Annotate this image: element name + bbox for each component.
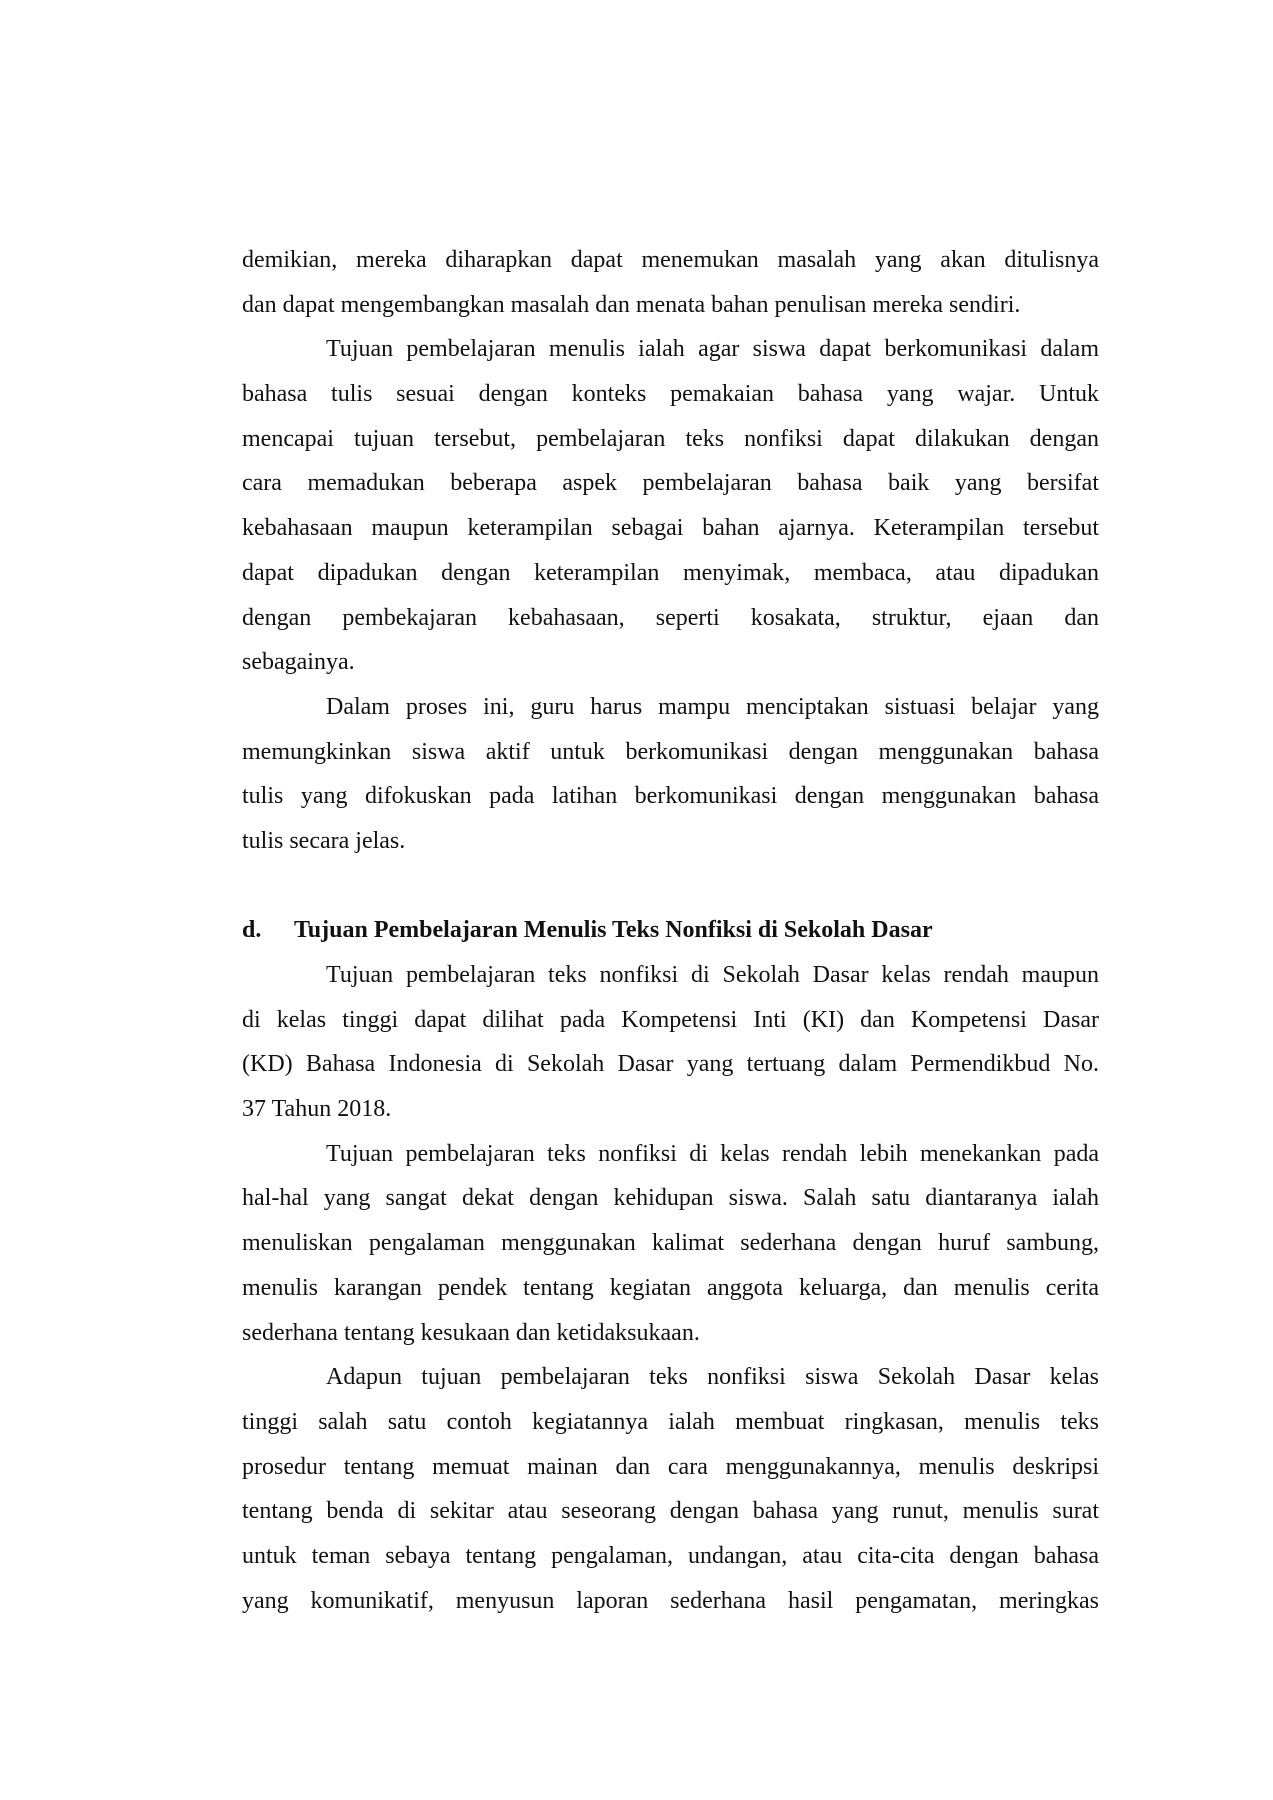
text-line: kebahasaan maupun keterampilan sebagai bahan ajarnya. Keterampilan tersebut	[242, 515, 1099, 542]
paragraph	[242, 1355, 1099, 1623]
text-line: Tujuan pembelajaran teks nonfiksi di kelas rendah lebih menekankan pada	[326, 1140, 1099, 1167]
text-line: demikian, mereka diharapkan dapat menemukan masalah yang akan ditulisnya	[242, 247, 1099, 273]
section-title: Tujuan Pembelajaran Menulis Teks Nonfiksi di Sekolah Dasar	[294, 917, 933, 944]
text-line: Tujuan pembelajaran menulis ialah agar siswa dapat berkomunikasi dalam	[326, 336, 1099, 363]
text-line: sederhana tentang kesukaan dan ketidaksukaan.	[242, 1319, 700, 1346]
text-line: menuliskan pengalaman menggunakan kalimat sederhana dengan huruf sambung,	[242, 1230, 1099, 1257]
text-line: memungkinkan siswa aktif untuk berkomunikasi dengan menggunakan bahasa	[242, 738, 1099, 765]
section-heading	[242, 908, 1099, 953]
text-line: Tujuan pembelajaran teks nonfiksi di Sekolah Dasar kelas rendah maupun	[326, 962, 1099, 988]
text-line: cara memadukan beberapa aspek pembelajaran bahasa baik yang bersifat	[242, 470, 1099, 497]
text-line: menulis karangan pendek tentang kegiatan anggota keluarga, dan menulis cerita	[242, 1274, 1099, 1301]
paragraph	[242, 238, 1099, 327]
section-number: d.	[242, 917, 262, 944]
text-line: dan dapat mengembangkan masalah dan menata bahan penulisan mereka sendiri.	[242, 291, 1021, 318]
text-line: di kelas tinggi dapat dilihat pada Kompetensi Inti (KI) dan Kompetensi Dasar	[242, 1006, 1099, 1033]
text-line: tulis secara jelas.	[242, 827, 406, 854]
text-line: tinggi salah satu contoh kegiatannya ialah membuat ringkasan, menulis teks	[242, 1408, 1099, 1435]
text-line: untuk teman sebaya tentang pengalaman, undangan, atau cita-cita dengan bahasa	[242, 1542, 1099, 1569]
paragraph	[242, 1132, 1099, 1355]
paragraph	[242, 327, 1099, 685]
text-line: Dalam proses ini, guru harus mampu menciptakan sistuasi belajar yang	[326, 693, 1099, 720]
text-line: dapat dipadukan dengan keterampilan menyimak, membaca, atau dipadukan	[242, 559, 1099, 586]
text-line: (KD) Bahasa Indonesia di Sekolah Dasar yang tertuang dalam Permendikbud No.	[242, 1051, 1099, 1078]
text-line: prosedur tentang memuat mainan dan cara menggunakannya, menulis deskripsi	[242, 1453, 1099, 1480]
text-line: hal-hal yang sangat dekat dengan kehidupan siswa. Salah satu diantaranya ialah	[242, 1185, 1099, 1212]
text-line: dengan pembekajaran kebahasaan, seperti kosakata, struktur, ejaan dan	[242, 604, 1099, 631]
body-text-after-heading	[242, 953, 1099, 1623]
text-line: bahasa tulis sesuai dengan konteks pemakaian bahasa yang wajar. Untuk	[242, 381, 1099, 408]
text-line: mencapai tujuan tersebut, pembelajaran teks nonfiksi dapat dilakukan dengan	[242, 425, 1099, 452]
document-page	[242, 238, 1099, 1623]
paragraph	[242, 953, 1099, 1132]
paragraph	[242, 685, 1099, 864]
text-line: yang komunikatif, menyusun laporan sederhana hasil pengamatan, meringkas	[242, 1587, 1099, 1614]
text-line: tentang benda di sekitar atau seseorang dengan bahasa yang runut, menulis surat	[242, 1498, 1099, 1525]
text-line: 37 Tahun 2018.	[242, 1096, 392, 1123]
body-text-before-heading	[242, 238, 1099, 864]
section-spacer	[242, 864, 1099, 909]
text-line: sebagainya.	[242, 649, 355, 676]
text-line: Adapun tujuan pembelajaran teks nonfiksi siswa Sekolah Dasar kelas	[326, 1364, 1099, 1391]
text-line: tulis yang difokuskan pada latihan berkomunikasi dengan menggunakan bahasa	[242, 783, 1099, 810]
